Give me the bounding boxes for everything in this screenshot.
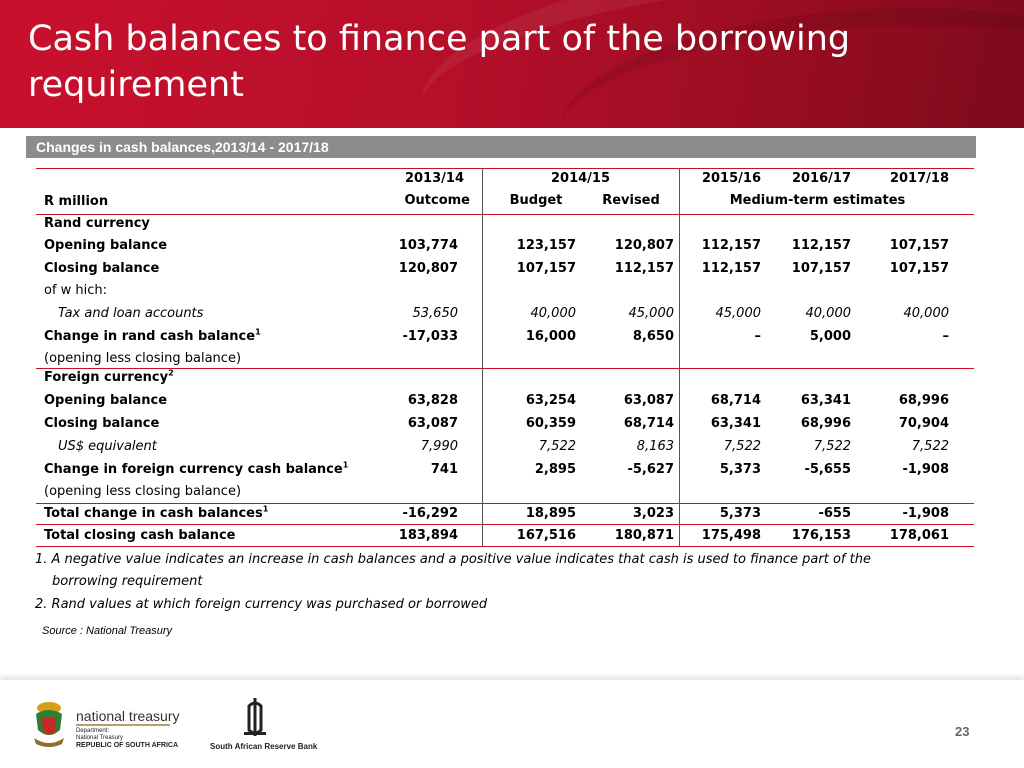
table-cell: 8,650 (632, 329, 674, 344)
row-label-text: of w hich: (44, 283, 108, 298)
row-label (44, 528, 236, 544)
table-cell: 7,522 (538, 439, 576, 454)
year-2013-14: 2013/14 (404, 171, 464, 186)
treasury-name: national treasury (76, 708, 180, 724)
table-cell: 123,157 (516, 238, 576, 253)
footnote-1: 1. A negative value indicates an increase in cash balances and a positive value indicates that cash is used to finance part of the (35, 552, 871, 567)
table-cell: 7,990 (420, 439, 458, 454)
row-label-text: Total closing cash balance (44, 528, 236, 543)
table-cell: 5,373 (719, 462, 761, 477)
unit-label: R million (44, 194, 109, 209)
subhead-revised: Revised (602, 193, 660, 208)
column-divider-2 (679, 168, 680, 546)
table-cell: 60,359 (525, 416, 576, 431)
row-label-text: Opening balance (44, 393, 168, 408)
subhead-medium-term: Medium-term estimates (729, 193, 906, 208)
row-label (44, 329, 261, 345)
table-cell: – (942, 329, 949, 344)
footer-bar (0, 680, 1024, 768)
row-label-text: Total change in cash balances (44, 506, 263, 521)
coat-of-arms-icon (28, 700, 70, 750)
row-label-text: Closing balance (44, 261, 160, 276)
total-rule-mid (36, 524, 974, 525)
table-cell: 45,000 (628, 306, 674, 321)
row-note: (opening less closing balance) (44, 484, 242, 499)
row-label (44, 462, 348, 478)
table-cell: -655 (818, 506, 851, 521)
table-cell: 107,157 (889, 238, 949, 253)
source-note: Source : National Treasury (42, 625, 173, 637)
table-cell: 18,895 (525, 506, 576, 521)
cash-balances-table (36, 168, 974, 548)
table-cell: 2,895 (534, 462, 576, 477)
row-label-text: Tax and loan accounts (58, 306, 204, 321)
footnote-2: 2. Rand values at which foreign currency was purchased or borrowed (35, 597, 488, 612)
row-label-text: Rand currency (44, 216, 150, 231)
table-cell: 63,341 (800, 393, 851, 408)
table-cell: -1,908 (902, 462, 949, 477)
page-number: 23 (955, 724, 970, 739)
table-cell: 175,498 (701, 528, 761, 543)
reserve-bank-name: South African Reserve Bank (210, 742, 318, 751)
table-cell: -16,292 (402, 506, 458, 521)
row-label-text: Change in rand cash balance (44, 329, 256, 344)
row-label (58, 439, 157, 455)
table-cell: 68,996 (898, 393, 949, 408)
table-cell: 68,714 (623, 416, 674, 431)
table-cell: 68,714 (710, 393, 761, 408)
table-cell: 45,000 (715, 306, 761, 321)
table-cell: 176,153 (791, 528, 851, 543)
treasury-rule (76, 724, 170, 726)
subhead-budget: Budget (509, 193, 563, 208)
treasury-dept (76, 728, 123, 742)
table-cell: -17,033 (402, 329, 458, 344)
table-cell: 180,871 (614, 528, 674, 543)
row-label (44, 216, 150, 232)
subhead-outcome: Outcome (404, 193, 470, 208)
table-cell: 7,522 (813, 439, 851, 454)
row-label-text: Change in foreign currency cash balance (44, 462, 343, 477)
year-2015-16: 2015/16 (701, 171, 761, 186)
table-cell: 103,774 (398, 238, 458, 253)
table-cell: 741 (430, 462, 458, 477)
total-rule-bottom (36, 546, 974, 547)
footnote-marker: 1 (255, 327, 261, 337)
table-cell: 53,650 (412, 306, 458, 321)
table-cell: 3,023 (632, 506, 674, 521)
footnote-marker: 1 (262, 504, 269, 514)
table-cell: 40,000 (903, 306, 949, 321)
table-cell: 40,000 (530, 306, 576, 321)
table-cell: 112,157 (791, 238, 851, 253)
row-label (58, 306, 203, 322)
year-2014-15: 2014/15 (550, 171, 611, 186)
table-cell: 70,904 (898, 416, 949, 431)
year-2017-18: 2017/18 (889, 171, 949, 186)
table-cell: 5,000 (809, 329, 851, 344)
table-cell: 7,522 (723, 439, 761, 454)
column-divider-1 (482, 168, 483, 546)
row-label (44, 283, 107, 299)
row-label-text: Foreign currency (44, 370, 169, 385)
table-cell: 112,157 (614, 261, 674, 276)
table-cell: -5,655 (804, 462, 851, 477)
table-cell: -5,627 (627, 462, 674, 477)
table-cell: 8,163 (636, 439, 674, 454)
header-rule (36, 214, 974, 215)
reserve-bank-logo-icon (238, 696, 272, 738)
dept-line-1: Department: (76, 728, 110, 734)
footnote-1-cont: borrowing requirement (52, 574, 203, 589)
table-cell: 68,996 (800, 416, 851, 431)
table-cell: 120,807 (398, 261, 458, 276)
table-top-rule (36, 168, 974, 169)
table-cell: -1,908 (902, 506, 949, 521)
table-cell: 183,894 (398, 528, 458, 543)
title-banner (0, 0, 1024, 128)
table-cell: 63,341 (710, 416, 761, 431)
row-label (44, 393, 167, 409)
row-label-text: Opening balance (44, 238, 168, 253)
row-label-text: US$ equivalent (58, 439, 157, 454)
row-note: (opening less closing balance) (44, 351, 242, 366)
table-cell: 40,000 (805, 306, 851, 321)
treasury-country: REPUBLIC OF SOUTH AFRICA (76, 742, 179, 749)
table-cell: 120,807 (614, 238, 674, 253)
section-rule (36, 368, 974, 369)
table-cell: – (754, 329, 761, 344)
footnote-marker: 2 (168, 368, 174, 378)
footnote-marker: 1 (342, 460, 349, 470)
table-cell: 107,157 (516, 261, 576, 276)
table-cell: 167,516 (516, 528, 576, 543)
row-label-text: Closing balance (44, 416, 160, 431)
row-label (44, 370, 174, 386)
table-cell: 63,087 (407, 416, 458, 431)
slide-title: Cash balances to finance part of the borrowing requirement (28, 19, 851, 105)
total-rule-top (36, 503, 974, 504)
table-cell: 5,373 (719, 506, 761, 521)
table-cell: 107,157 (889, 261, 949, 276)
table-cell: 63,828 (407, 393, 458, 408)
table-cell: 112,157 (701, 238, 761, 253)
row-label (44, 261, 159, 277)
table-subtitle: Changes in cash balances,2013/14 - 2017/18 (26, 136, 976, 158)
year-2016-17: 2016/17 (791, 171, 851, 186)
table-cell: 112,157 (701, 261, 761, 276)
table-cell: 107,157 (791, 261, 851, 276)
row-label (44, 416, 159, 432)
table-cell: 7,522 (911, 439, 949, 454)
dept-line-2: National Treasury (76, 735, 124, 741)
table-cell: 63,254 (525, 393, 576, 408)
table-cell: 16,000 (525, 329, 576, 344)
table-cell: 178,061 (889, 528, 949, 543)
row-label (44, 506, 268, 522)
table-cell: 63,087 (623, 393, 674, 408)
row-label (44, 238, 167, 254)
